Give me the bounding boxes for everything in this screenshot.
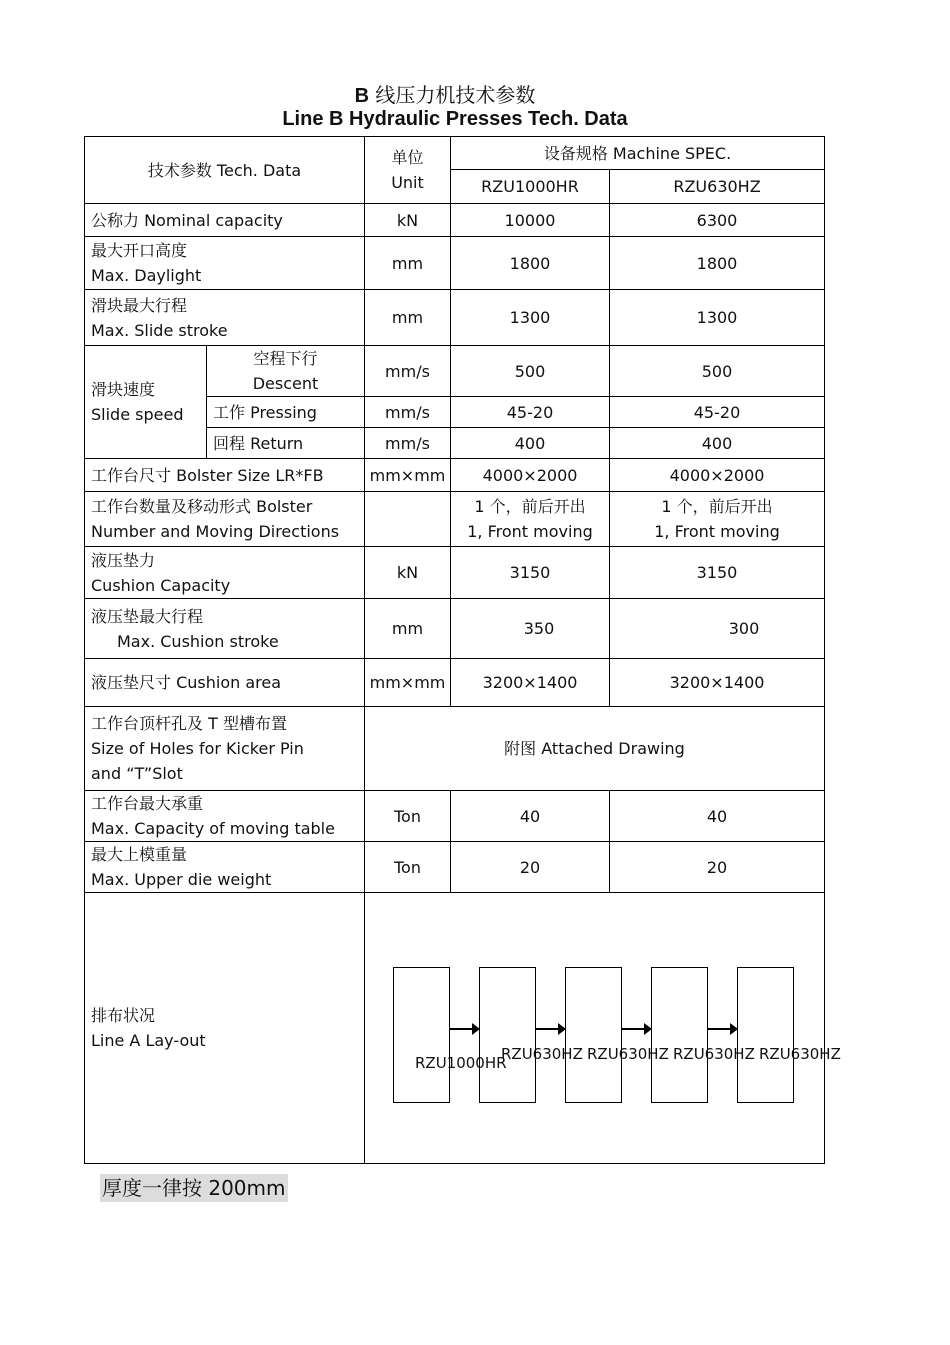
row-cushion-capacity (85, 547, 825, 599)
value-kicker-holes: 附图 Attached Drawing (365, 707, 825, 791)
value-cn: 1 个，前后开出 (661, 497, 773, 516)
unit-bolster-size: mm×mm (365, 459, 451, 492)
value-1-moving-table: 40 (451, 791, 610, 842)
flow-arrow-4 (708, 1028, 736, 1030)
label-cn: 工作台最大承重 (91, 794, 204, 813)
machine-box-3 (565, 967, 622, 1103)
label-layout (85, 893, 365, 1164)
value-2-bolster-number (610, 492, 825, 547)
label-cn: 液压垫最大行程 (91, 606, 204, 626)
value-2-upper-die: 20 (610, 842, 825, 893)
value-2-max-slide-stroke: 1300 (610, 290, 825, 346)
value-1-descent: 500 (451, 346, 610, 397)
row-max-daylight (85, 237, 825, 290)
value-1-nominal-capacity: 10000 (451, 204, 610, 237)
label-cushion-capacity (85, 547, 365, 599)
header-row-1 (85, 137, 825, 170)
label-return: 回程 Return (207, 428, 365, 459)
row-bolster-number (85, 492, 825, 547)
value-1-max-slide-stroke: 1300 (451, 290, 610, 346)
value-1-max-daylight: 1800 (451, 237, 610, 290)
title-english: Line B Hydraulic Presses Tech. Data (282, 108, 628, 130)
unit-descent: mm/s (365, 346, 451, 397)
label-cn: 排布状况 (91, 1006, 156, 1025)
row-cushion-stroke (85, 599, 825, 659)
label-upper-die (85, 842, 365, 893)
value-2-descent: 500 (610, 346, 825, 397)
label-max-daylight (85, 237, 365, 290)
unit-cushion-stroke: mm (365, 599, 451, 659)
label-en: Max. Capacity of moving table (91, 819, 335, 838)
header-machine-spec: 设备规格 Machine SPEC. (451, 137, 825, 170)
label-en-2: and “T”Slot (91, 764, 183, 783)
value-1-bolster-number (451, 492, 610, 547)
flow-arrow-3 (622, 1028, 650, 1030)
machine-label-3: RZU630HZ (587, 1045, 669, 1063)
machine-label-4: RZU630HZ (673, 1045, 755, 1063)
value-en: 1, Front moving (654, 522, 780, 541)
label-slide-speed (85, 346, 207, 459)
label-bolster-size: 工作台尺寸 Bolster Size LR*FB (85, 459, 365, 492)
unit-max-daylight: mm (365, 237, 451, 290)
label-en-1: Size of Holes for Kicker Pin (91, 739, 304, 758)
unit-return: mm/s (365, 428, 451, 459)
row-cushion-area (85, 659, 825, 707)
unit-moving-table: Ton (365, 791, 451, 842)
label-bolster-number (85, 492, 365, 547)
header-unit-cn: 单位 (391, 148, 424, 167)
layout-diagram (365, 893, 841, 1163)
value-2-cushion-stroke: 300 (610, 599, 825, 659)
value-1-cushion-stroke: 350 (451, 599, 610, 659)
value-2-pressing: 45-20 (610, 397, 825, 428)
label-nominal-capacity: 公称力 Nominal capacity (85, 204, 365, 237)
value-2-cushion-area: 3200×1400 (610, 659, 825, 707)
value-cn: 1 个，前后开出 (474, 497, 586, 516)
value-1-bolster-size: 4000×2000 (451, 459, 610, 492)
label-en: Slide speed (91, 405, 184, 424)
label-pressing: 工作 Pressing (207, 397, 365, 428)
machine-box-2 (479, 967, 536, 1103)
tech-data-table (84, 136, 841, 1164)
machine-label-1: RZU1000HR (415, 1054, 507, 1072)
label-cn: 工作台顶杆孔及 T 型槽布置 (91, 714, 287, 733)
row-upper-die (85, 842, 825, 893)
header-unit (365, 137, 451, 204)
row-slide-speed-descent (85, 346, 825, 397)
value-2-return: 400 (610, 428, 825, 459)
label-max-slide-stroke (85, 290, 365, 346)
value-2-nominal-capacity: 6300 (610, 204, 825, 237)
label-en: Max. Cushion stroke (117, 631, 279, 651)
flow-arrow-1 (450, 1028, 478, 1030)
value-1-pressing: 45-20 (451, 397, 610, 428)
label-moving-table (85, 791, 365, 842)
value-en: 1, Front moving (467, 522, 593, 541)
machine-label-5: RZU630HZ (759, 1045, 841, 1063)
value-1-cushion-area: 3200×1400 (451, 659, 610, 707)
label-cn: 最大开口高度 (91, 241, 188, 260)
row-max-slide-stroke (85, 290, 825, 346)
value-2-cushion-capacity: 3150 (610, 547, 825, 599)
row-layout (85, 893, 825, 1164)
header-tech-data: 技术参数 Tech. Data (85, 137, 365, 204)
row-nominal-capacity (85, 204, 825, 237)
unit-bolster-number (365, 492, 451, 547)
unit-cushion-capacity: kN (365, 547, 451, 599)
value-2-max-daylight: 1800 (610, 237, 825, 290)
unit-upper-die: Ton (365, 842, 451, 893)
label-en: Descent (252, 374, 319, 393)
label-cn: 液压垫力 (91, 550, 156, 570)
value-2-moving-table: 40 (610, 791, 825, 842)
label-cushion-area: 液压垫尺寸 Cushion area (85, 659, 365, 707)
row-bolster-size (85, 459, 825, 492)
flow-arrow-2 (536, 1028, 564, 1030)
header-unit-en: Unit (391, 173, 424, 192)
layout-diagram-cell (365, 893, 841, 1164)
title-chinese (0, 79, 890, 108)
unit-nominal-capacity: kN (365, 204, 451, 237)
title-chinese-text: 线压力机技术参数 (369, 83, 536, 107)
machine-label-2: RZU630HZ (501, 1045, 583, 1063)
value-1-upper-die: 20 (451, 842, 610, 893)
unit-pressing: mm/s (365, 397, 451, 428)
label-cn: 滑块速度 (91, 380, 156, 399)
label-cn: 滑块最大行程 (91, 295, 188, 315)
value-2-bolster-size: 4000×2000 (610, 459, 825, 492)
machine-box-1 (393, 967, 450, 1103)
label-cn: 工作台数量及移动形式 Bolster (91, 497, 313, 516)
label-cushion-stroke (85, 599, 365, 659)
label-en: Number and Moving Directions (91, 522, 340, 541)
label-en: Cushion Capacity (91, 575, 231, 595)
label-kicker-holes (85, 707, 365, 791)
value-1-cushion-capacity: 3150 (451, 547, 610, 599)
header-model-2: RZU630HZ (610, 170, 825, 204)
header-model-1: RZU1000HR (451, 170, 610, 204)
machine-box-5 (737, 967, 794, 1103)
label-en: Line A Lay-out (91, 1031, 206, 1050)
footnote-thickness: 厚度一律按 200mm (102, 1176, 286, 1200)
label-en: Max. Upper die weight (91, 870, 272, 889)
label-en: Max. Daylight (91, 266, 202, 285)
title-line-letter: B (354, 85, 370, 107)
unit-max-slide-stroke: mm (365, 290, 451, 346)
unit-cushion-area: mm×mm (365, 659, 451, 707)
label-en: Max. Slide stroke (91, 320, 228, 340)
row-kicker-holes (85, 707, 825, 791)
label-cn: 最大上模重量 (91, 845, 188, 864)
value-1-return: 400 (451, 428, 610, 459)
label-cn: 空程下行 (253, 349, 318, 368)
label-descent (207, 346, 365, 397)
machine-box-4 (651, 967, 708, 1103)
row-moving-table (85, 791, 825, 842)
